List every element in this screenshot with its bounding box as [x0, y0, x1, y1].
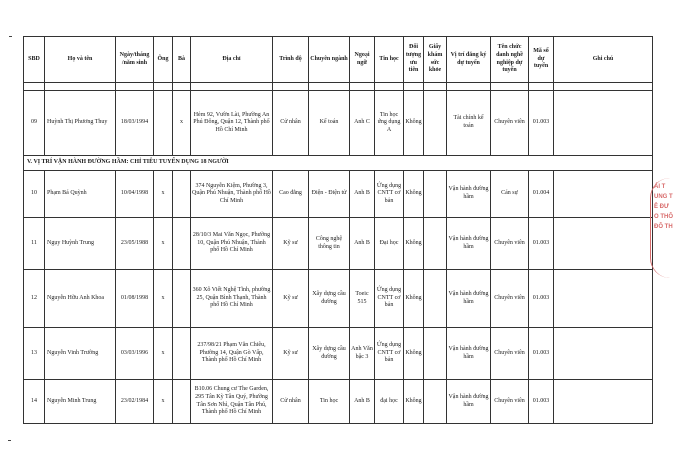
- cell-sbd: 09: [24, 91, 45, 156]
- header-code: Mã số dự tuyển: [529, 37, 554, 83]
- stamp-text-line: ÁI T: [654, 184, 666, 190]
- cell-position: Vận hành đường hầm: [447, 171, 491, 218]
- cell-priority: Không: [404, 171, 424, 218]
- cell-health: [424, 328, 447, 380]
- cell-health: [424, 218, 447, 270]
- cell-dob: 23/05/1988: [116, 218, 154, 270]
- cell-dob: 18/03/1994: [116, 91, 154, 156]
- cell-position: Vận hành đường hầm: [447, 328, 491, 380]
- cell-priority: Không: [404, 91, 424, 156]
- table-row: [24, 380, 653, 424]
- cell-title: Cán sự: [491, 171, 529, 218]
- stamp-text-line: Ê ĐƯ: [654, 204, 669, 210]
- cell-priority: Không: [404, 328, 424, 380]
- cell-code: 01.003: [529, 91, 554, 156]
- cell-level: Cao đẳng: [273, 171, 309, 218]
- cell-address: 360 Xô Viết Nghệ Tĩnh, phường 25, Quận Bình Thạnh, Thành phố Hồ Chí Minh: [191, 270, 273, 328]
- cell-position: Tài chính kế toán: [447, 91, 491, 156]
- cell-title: Chuyên viên: [491, 91, 529, 156]
- cell-major: Xây dựng cầu đường: [309, 270, 350, 328]
- cell-major: Kế toán: [309, 91, 350, 156]
- cell-level: Cử nhân: [273, 91, 309, 156]
- cell-level: Cử nhân: [273, 380, 309, 424]
- cell-dob: 03/03/1996: [116, 328, 154, 380]
- header-dob: Ngày/tháng /năm sinh: [116, 37, 154, 83]
- partial-seal-stamp: [650, 178, 673, 278]
- header-title: Tên chức danh nghề nghiệp dự tuyển: [491, 37, 529, 83]
- cell-health: [424, 380, 447, 424]
- header-note: Ghi chú: [554, 37, 653, 83]
- section-title: V. VỊ TRÍ VẬN HÀNH ĐƯỜNG HẦM: CHỈ TIÊU TUYỂN DỤNG 18 NGƯỜI: [24, 156, 653, 171]
- header-name: Họ và tên: [45, 37, 116, 83]
- cell-note: [554, 171, 653, 218]
- cell-it: Ứng dụng CNTT cơ bản: [375, 328, 404, 380]
- cell-name: Phạm Bá Quỳnh: [45, 171, 116, 218]
- cell-title: Chuyên viên: [491, 380, 529, 424]
- cell-male: x: [154, 218, 173, 270]
- header-health: Giấy khám sức khỏe: [424, 37, 447, 83]
- cell-health: [424, 171, 447, 218]
- cell-position: Vận hành đường hầm: [447, 270, 491, 328]
- cell-name: Nguyễn Minh Trung: [45, 380, 116, 424]
- candidate-table: [23, 36, 653, 424]
- cell-dob: 23/02/1984: [116, 380, 154, 424]
- cell-foreign-lang: Toeic 515: [350, 270, 375, 328]
- cell-position: Vận hành đường hầm: [447, 380, 491, 424]
- cell-sbd: 13: [24, 328, 45, 380]
- cell-name: Nguyễn Hữu Anh Khoa: [45, 270, 116, 328]
- cell-sbd: 11: [24, 218, 45, 270]
- cell-female: [173, 270, 191, 328]
- cell-sbd: 12: [24, 270, 45, 328]
- cell-address: Hẻm 92, Vườn Lài, Phường An Phú Đông, Quận 12, Thành phố Hồ Chí Minh: [191, 91, 273, 156]
- cell-male: [154, 91, 173, 156]
- cell-sbd: 10: [24, 171, 45, 218]
- stamp-text-line: ĐÔ TH: [654, 224, 673, 230]
- cell-level: Kỹ sư: [273, 218, 309, 270]
- cell-name: Ngụy Huỳnh Trung: [45, 218, 116, 270]
- cell-address: 237/98/21 Phạm Văn Chiêu, Phường 14, Quận Gò Vấp, Thành phố Hồ Chí Minh: [191, 328, 273, 380]
- cell-health: [424, 91, 447, 156]
- cell-foreign-lang: Anh B: [350, 218, 375, 270]
- stamp-text-line: O THÔ: [654, 214, 673, 220]
- table-row: [24, 218, 653, 270]
- cell-title: Chuyên viên: [491, 328, 529, 380]
- cell-address: 28/10/3 Mai Văn Ngọc, Phường 10, Quận Phú Nhuận, Thành phố Hồ Chí Minh: [191, 218, 273, 270]
- header-foreign-lang: Ngoại ngữ: [350, 37, 375, 83]
- cell-it: Ứng dụng CNTT cơ bản: [375, 270, 404, 328]
- cell-note: [554, 328, 653, 380]
- cell-male: x: [154, 171, 173, 218]
- cell-female: [173, 328, 191, 380]
- cell-code: 01.003: [529, 380, 554, 424]
- cell-female: [173, 171, 191, 218]
- header-level: Trình độ: [273, 37, 309, 83]
- cell-title: Chuyên viên: [491, 218, 529, 270]
- header-row: [24, 37, 653, 83]
- scan-mark: [8, 440, 11, 441]
- cell-female: [173, 380, 191, 424]
- cell-male: x: [154, 328, 173, 380]
- cell-foreign-lang: Anh B: [350, 171, 375, 218]
- cell-address: 374 Nguyễn Kiệm, Phường 3, Quận Phú Nhuận, Thành phố Hồ Chí Minh: [191, 171, 273, 218]
- cell-major: Điện - Điện tử: [309, 171, 350, 218]
- cell-foreign-lang: Anh C: [350, 91, 375, 156]
- cell-it: đại học: [375, 380, 404, 424]
- cell-dob: 01/08/1998: [116, 270, 154, 328]
- cell-dob: 10/04/1998: [116, 171, 154, 218]
- table-row: [24, 270, 653, 328]
- cell-level: Kỹ sư: [273, 270, 309, 328]
- cell-major: Xây dựng cầu đường: [309, 328, 350, 380]
- header-sbd: SBD: [24, 37, 45, 83]
- cell-male: x: [154, 270, 173, 328]
- header-priority: Đối tượng ưu tiên: [404, 37, 424, 83]
- cell-priority: Không: [404, 380, 424, 424]
- cell-sbd: 14: [24, 380, 45, 424]
- cell-health: [424, 270, 447, 328]
- cell-it: Đại học: [375, 218, 404, 270]
- section-row: [24, 156, 653, 171]
- table-row: [24, 328, 653, 380]
- cell-code: 01.003: [529, 328, 554, 380]
- header-major: Chuyên ngành: [309, 37, 350, 83]
- cell-priority: Không: [404, 270, 424, 328]
- cell-note: [554, 91, 653, 156]
- cell-female: x: [173, 91, 191, 156]
- header-address: Địa chỉ: [191, 37, 273, 83]
- cell-female: [173, 218, 191, 270]
- spacer-row: [24, 83, 653, 91]
- cell-name: Huỳnh Thị Phương Thuy: [45, 91, 116, 156]
- cell-position: Vận hành đường hầm: [447, 218, 491, 270]
- cell-level: Kỹ sư: [273, 328, 309, 380]
- cell-foreign-lang: Anh Văn bậc 3: [350, 328, 375, 380]
- scan-mark: [9, 36, 12, 37]
- cell-priority: Không: [404, 218, 424, 270]
- cell-name: Nguyễn Vinh Trường: [45, 328, 116, 380]
- header-it: Tin học: [375, 37, 404, 83]
- header-female: Bà: [173, 37, 191, 83]
- table-row: [24, 91, 653, 156]
- table-row: [24, 171, 653, 218]
- cell-code: 01.003: [529, 218, 554, 270]
- cell-code: 01.003: [529, 270, 554, 328]
- cell-code: 01.004: [529, 171, 554, 218]
- header-position: Vị trí đăng ký dự tuyển: [447, 37, 491, 83]
- cell-note: [554, 218, 653, 270]
- stamp-text-line: UNG T: [654, 194, 673, 200]
- cell-foreign-lang: Anh B: [350, 380, 375, 424]
- cell-major: Công nghệ thông tin: [309, 218, 350, 270]
- cell-it: Tin học ứng dụng A: [375, 91, 404, 156]
- cell-major: Tin học: [309, 380, 350, 424]
- cell-address: B10.06 Chung cư The Garden, 295 Tân Kỳ Tân Quý, Phường Tân Sơn Nhì, Quận Tân Phú, Thành phố Hồ Chí Minh: [191, 380, 273, 424]
- cell-it: Ứng dụng CNTT cơ bản: [375, 171, 404, 218]
- cell-note: [554, 380, 653, 424]
- header-male: Ông: [154, 37, 173, 83]
- cell-male: x: [154, 380, 173, 424]
- cell-title: Chuyên viên: [491, 270, 529, 328]
- cell-note: [554, 270, 653, 328]
